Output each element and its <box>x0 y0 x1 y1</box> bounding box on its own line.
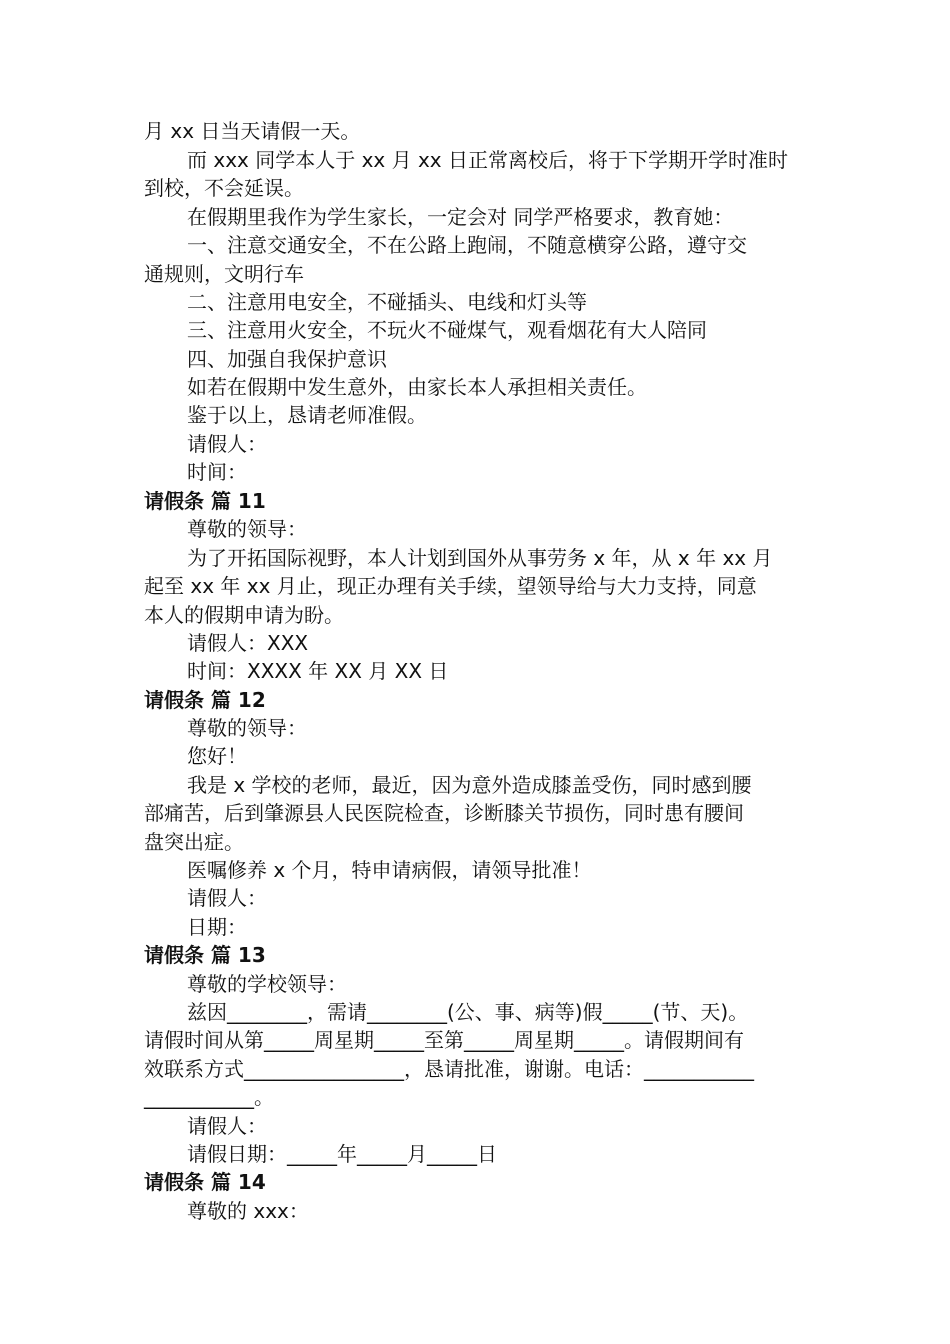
date-label: 日期： <box>187 915 247 939</box>
paragraph-line: 在假期里我作为学生家长，一定会对 同学严格要求，教育她： <box>187 205 734 229</box>
section-heading: 请假条 篇 13 <box>144 943 266 967</box>
paragraph-line: 到校，不会延误。 <box>144 176 304 200</box>
paragraph-line: 四、加强自我保护意识 <box>187 347 387 371</box>
paragraph-line: 尊敬的领导： <box>187 517 307 541</box>
date-label: 请假日期：_____年_____月_____日 <box>187 1142 497 1166</box>
paragraph-line: 您好！ <box>187 744 247 768</box>
paragraph-line: 盘突出症。 <box>144 830 244 854</box>
paragraph-line: 二、注意用电安全，不碰插头、电线和灯头等 <box>187 290 587 314</box>
paragraph-line: 部痛苦，后到肇源县人民医院检查，诊断膝关节损伤，同时患有腰间 <box>144 801 744 825</box>
section-heading: 请假条 篇 11 <box>144 489 266 513</box>
date-label: 时间： <box>187 460 247 484</box>
paragraph-line: 请假时间从第_____周星期_____至第_____周星期_____。请假期间有 <box>144 1028 744 1052</box>
paragraph-line: ___________。 <box>144 1085 274 1109</box>
signature-label: 请假人：XXX <box>187 631 309 655</box>
paragraph-line: 通规则，文明行车 <box>144 262 304 286</box>
signature-label: 请假人： <box>187 1114 267 1138</box>
paragraph-line: 鉴于以上，恳请老师准假。 <box>187 403 427 427</box>
paragraph-line: 我是 x 学校的老师，最近，因为意外造成膝盖受伤，同时感到腰 <box>187 773 752 797</box>
paragraph-line: 尊敬的学校领导： <box>187 972 347 996</box>
section-heading: 请假条 篇 12 <box>144 688 266 712</box>
date-label: 时间：XXXX 年 XX 月 XX 日 <box>187 659 449 683</box>
paragraph-line: 如若在假期中发生意外，由家长本人承担相关责任。 <box>187 375 647 399</box>
paragraph-line: 尊敬的 xxx： <box>187 1199 309 1223</box>
paragraph-line: 效联系方式________________，恳请批准，谢谢。电话：___________ <box>144 1057 754 1081</box>
paragraph-line: 为了开拓国际视野，本人计划到国外从事劳务 x 年，从 x 年 xx 月 <box>187 546 773 570</box>
paragraph-line: 起至 xx 年 xx 月止，现正办理有关手续，望领导给与大力支持，同意 <box>144 574 757 598</box>
signature-label: 请假人： <box>187 886 267 910</box>
paragraph-line: 兹因________，需请________(公、事、病等)假_____(节、天)。 <box>187 1000 749 1024</box>
paragraph-line: 一、注意交通安全，不在公路上跑闹，不随意横穿公路，遵守交 <box>187 233 747 257</box>
paragraph-line: 月 xx 日当天请假一天。 <box>144 119 361 143</box>
paragraph-line: 医嘱修养 x 个月，特申请病假，请领导批准！ <box>187 858 592 882</box>
paragraph-line: 而 xxx 同学本人于 xx 月 xx 日正常离校后，将于下学期开学时准时 <box>187 148 788 172</box>
signature-label: 请假人： <box>187 432 267 456</box>
paragraph-line: 三、注意用火安全，不玩火不碰煤气，观看烟花有大人陪同 <box>187 318 707 342</box>
paragraph-line: 本人的假期申请为盼。 <box>144 603 344 627</box>
section-heading: 请假条 篇 14 <box>144 1170 266 1194</box>
paragraph-line: 尊敬的领导： <box>187 716 307 740</box>
